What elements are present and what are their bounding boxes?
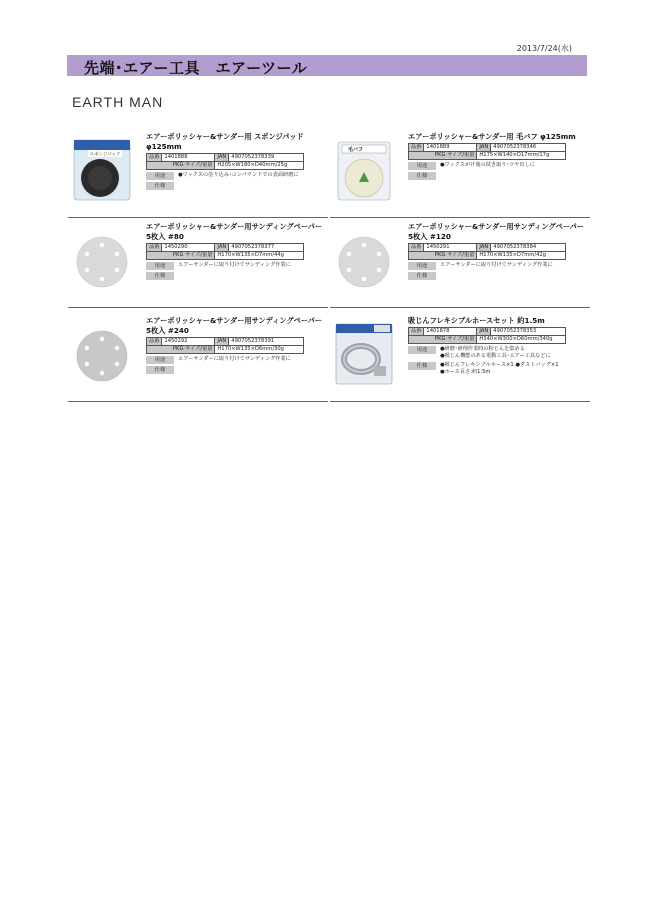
pkg-size: H170×W135×D6mm/30g: [215, 346, 304, 354]
spec-table: [408, 143, 566, 160]
jan-label: JAN: [477, 144, 491, 152]
jan-label: JAN: [215, 244, 229, 252]
jan-label: JAN: [477, 328, 491, 336]
code-label: 品番: [409, 328, 424, 336]
product-code: 1450290: [162, 244, 215, 252]
use-label: 用途: [408, 262, 436, 270]
spec-table: [408, 327, 566, 344]
jan-code: 4907052378346: [491, 144, 566, 152]
use-text: ●ワックスがけ後の拭き取り･ツヤ出しに: [440, 162, 535, 168]
spec-label: 仕様: [408, 172, 436, 180]
use-text: エアーサンダーに取り付けてサンディング作業に: [440, 262, 553, 268]
package-label: スポンジパッド: [89, 152, 121, 158]
code-label: 品番: [147, 154, 162, 162]
product-card: [68, 222, 328, 308]
jan-label: JAN: [215, 338, 229, 346]
spec-label: 仕様: [408, 362, 436, 370]
product-title: エアーポリッシャー&サンダー用サンディングペーパー: [146, 316, 323, 325]
product-card: [68, 132, 328, 218]
pkg-size: H205×W180×D40mm/25g: [215, 162, 304, 170]
jan-code: 4907052378391: [229, 338, 304, 346]
spec-label: 仕様: [408, 272, 436, 280]
category-header: [67, 55, 587, 76]
spec-label: 仕様: [146, 366, 174, 374]
sanding-paper-icon: [334, 226, 394, 292]
product-title: エアーポリッシャー&サンダー用サンディングペーパー: [146, 222, 323, 231]
product-card: [330, 132, 590, 218]
use-label: 用途: [146, 262, 174, 270]
jan-code: 4907052378377: [229, 244, 304, 252]
spec-text-2: ●ホース長さ:約1.5m: [440, 369, 491, 375]
spec-label: 仕様: [146, 272, 174, 280]
sanding-paper-icon: [72, 226, 132, 292]
spec-table: [146, 243, 304, 260]
product-card: [330, 316, 590, 402]
package-label: 毛バフ: [348, 147, 364, 153]
use-label: 用途: [408, 346, 436, 354]
product-code: 1401888: [162, 154, 215, 162]
use-text: ●ワックスの塗り込み･コンパウンドでの表面研磨に: [178, 172, 299, 178]
product-title-line2: φ125mm: [146, 142, 182, 151]
spec-label: 仕様: [146, 182, 174, 190]
pkg-size: H170×W135×D7mm/42g: [477, 252, 566, 260]
category-title: 先端･エアー工具 エアーツール: [84, 59, 308, 77]
use-text: エアーサンダーに取り付けてサンディング作業に: [178, 356, 291, 362]
product-title: エアーポリッシャー&サンダー用 毛バフ φ125mm: [408, 132, 576, 141]
jan-label: JAN: [215, 154, 229, 162]
code-label: 品番: [409, 144, 424, 152]
use-text: ●研磨･研削作業時の粉じんを集める: [440, 346, 525, 352]
product-title: 吸じんフレキシブルホースセット 約1.5m: [408, 316, 545, 325]
product-code: 1401878: [424, 328, 477, 336]
product-title: エアーポリッシャー&サンダー用サンディングペーパー: [408, 222, 585, 231]
product-code: 1450291: [424, 244, 477, 252]
product-title: エアーポリッシャー&サンダー用 スポンジパッド: [146, 132, 304, 141]
pkg-size: H340×W300×D60mm/340g: [477, 336, 566, 344]
pkg-label: PKG サイズ/重量: [147, 346, 215, 354]
use-label: 用途: [146, 172, 174, 180]
product-code: 1450292: [162, 338, 215, 346]
code-label: 品番: [409, 244, 424, 252]
product-title-line2: 5枚入 #80: [146, 232, 184, 241]
product-title-line2: 5枚入 #120: [408, 232, 451, 241]
sanding-paper-icon: [72, 320, 132, 386]
code-label: 品番: [147, 244, 162, 252]
jan-code: 4907052378339: [229, 154, 304, 162]
code-label: 品番: [147, 338, 162, 346]
pkg-label: PKG サイズ/重量: [147, 162, 215, 170]
use-text-2: ●吸じん機能のある電動工具･エアー工具などに: [440, 353, 551, 359]
pkg-label: PKG サイズ/重量: [409, 336, 477, 344]
print-date: 2013/7/24(水): [516, 44, 572, 53]
product-title-line2: 5枚入 #240: [146, 326, 189, 335]
pkg-label: PKG サイズ/重量: [147, 252, 215, 260]
jan-code: 4907052378384: [491, 244, 566, 252]
product-card: [68, 316, 328, 402]
jan-label: JAN: [477, 244, 491, 252]
pkg-label: PKG サイズ/重量: [409, 252, 477, 260]
dust-hose-set-icon: [334, 320, 394, 386]
use-text: エアーサンダーに取り付けてサンディング作業に: [178, 262, 291, 268]
brand-logo: EARTH MAN: [72, 94, 164, 110]
product-card: [330, 222, 590, 308]
use-label: 用途: [408, 162, 436, 170]
pkg-label: PKG サイズ/重量: [409, 152, 477, 160]
sponge-pad-product-icon: [72, 136, 132, 202]
spec-table: [146, 337, 304, 354]
product-code: 1401889: [424, 144, 477, 152]
spec-table: [408, 243, 566, 260]
jan-code: 4907052378353: [491, 328, 566, 336]
use-label: 用途: [146, 356, 174, 364]
pkg-size: H170×W135×D7mm/44g: [215, 252, 304, 260]
spec-table: [146, 153, 304, 170]
spec-text: ●吸じんフレキシブルホース×1 ●ダストバッグ×1: [440, 362, 559, 368]
pkg-size: H175×W140×D17mm/17g: [477, 152, 566, 160]
wool-buff-product-icon: [334, 136, 394, 202]
